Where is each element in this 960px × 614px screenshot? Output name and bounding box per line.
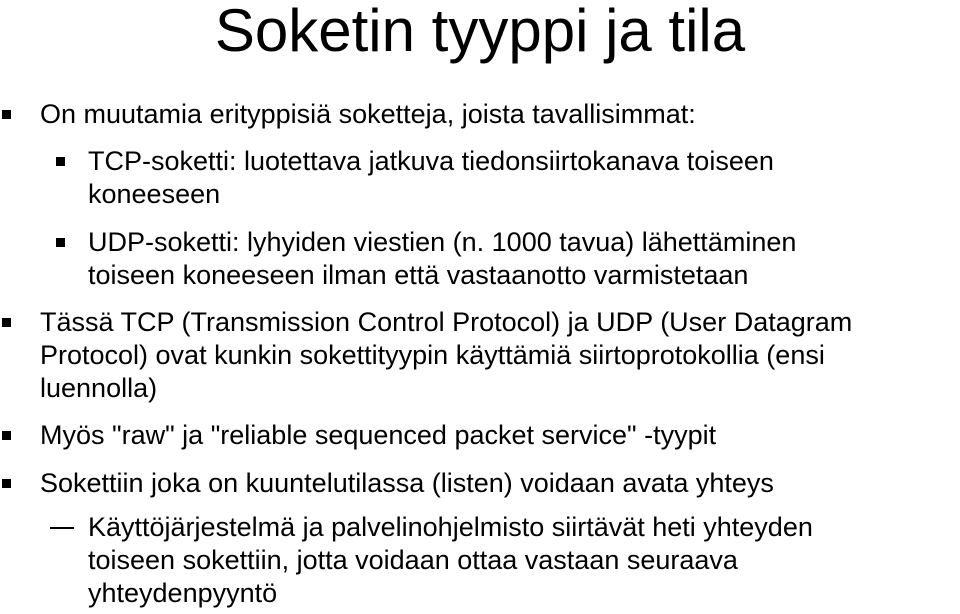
square-bullet-icon bbox=[56, 238, 65, 247]
bullet-line: koneeseen bbox=[88, 179, 221, 209]
bullet-item bbox=[40, 467, 774, 500]
bullet-line: toiseen koneeseen ilman että vastaanotto varmistetaan bbox=[88, 260, 749, 290]
bullet-item bbox=[40, 98, 696, 131]
bullet-line: Tässä TCP (Transmission Control Protocol) ja UDP (User Datagram bbox=[40, 307, 853, 337]
bullet-line: Myös "raw" ja "reliable sequenced packet service" -tyypit bbox=[40, 420, 717, 450]
bullet-line: Sokettiin joka on kuuntelutilassa (listen) voidaan avata yhteys bbox=[40, 468, 774, 498]
square-bullet-icon bbox=[2, 110, 11, 119]
bullet-line: toiseen sokettiin, jotta voidaan ottaa vastaan seuraava bbox=[88, 545, 738, 575]
bullet-line: yhteydenpyyntö bbox=[88, 578, 278, 608]
bullet-item bbox=[40, 306, 852, 405]
sub-bullet-item bbox=[88, 226, 796, 292]
square-bullet-icon bbox=[2, 318, 11, 327]
sub-bullet-item bbox=[88, 511, 813, 610]
slide-title: Soketin tyyppi ja tila bbox=[214, 0, 746, 64]
bullet-line: TCP-soketti: luotettava jatkuva tiedonsiirtokanava toiseen bbox=[88, 146, 774, 176]
square-bullet-icon bbox=[2, 479, 11, 488]
bullet-line: UDP-soketti: lyhyiden viestien (n. 1000 tavua) lähettäminen bbox=[88, 227, 797, 257]
square-bullet-icon bbox=[2, 431, 11, 440]
bullet-line: Käyttöjärjestelmä ja palvelinohjelmisto siirtävät heti yhteyden bbox=[88, 512, 813, 542]
dash-bullet-icon bbox=[50, 527, 74, 529]
bullet-line: Protocol) ovat kunkin sokettityypin käyttämiä siirtoprotokollia (ensi bbox=[40, 340, 825, 370]
sub-bullet-item bbox=[88, 145, 774, 211]
bullet-line: luennolla) bbox=[40, 373, 158, 403]
square-bullet-icon bbox=[56, 157, 65, 166]
bullet-line: On muutamia erityppisiä soketteja, joista tavallisimmat: bbox=[40, 99, 696, 129]
bullet-item bbox=[40, 419, 716, 452]
